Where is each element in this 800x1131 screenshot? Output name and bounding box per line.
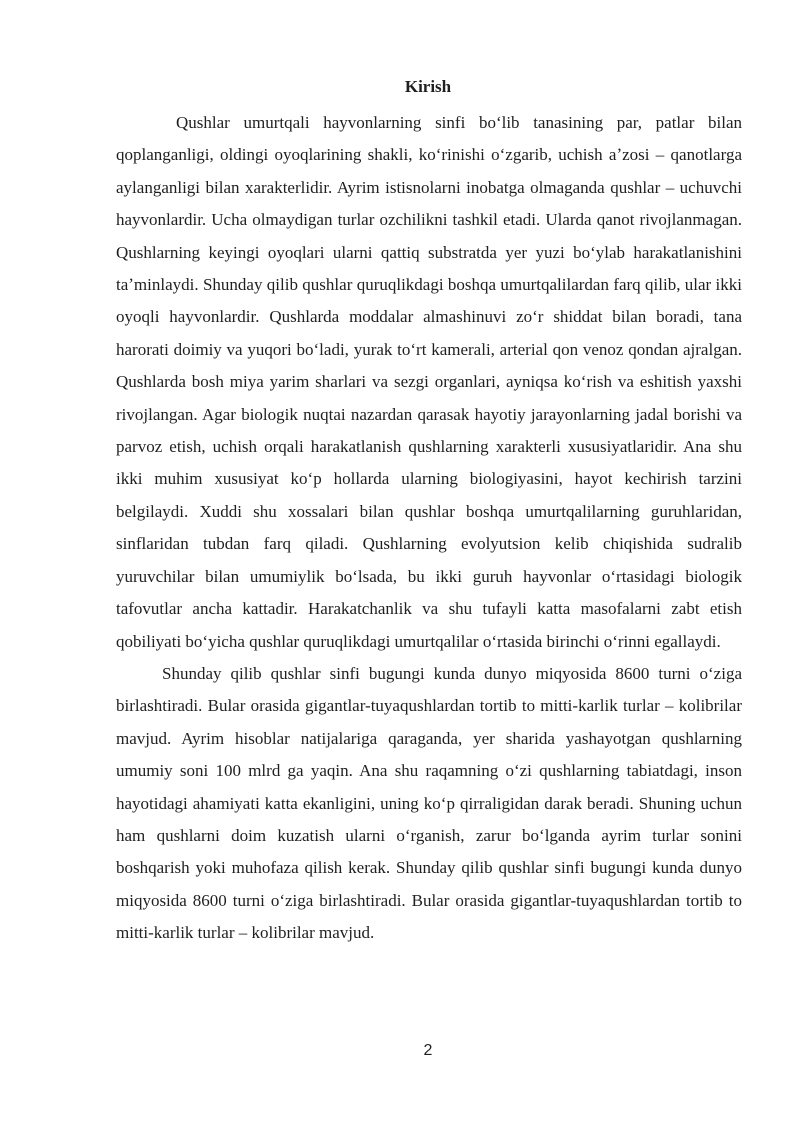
body-text [116,107,742,950]
section-title: Kirish [404,77,452,96]
page-number: 2 [423,1042,433,1059]
paragraph-2: Shunday qilib qushlar sinfi bugungi kunda dunyo miqyosida 8600 turni oʻziga birlashtiradi. Bular orasida gigantlar-tuyaqushlardan tortib to mitti-karlik turlar – kolibrilar mavjud. Ayrim hisoblar natijalariga qaraganda, yer sharida yashayotgan qushlarning umumiy soni 100 mlrd ga yaqin. Ana shu raqamning oʻzi qushlarning tabiatdagi, inson hayotidagi ahamiyati katta ekanligini, uning koʻp qirraligidan darak beradi. Shuning uchun ham qushlarni doim kuzatish ularni oʻrganish, zarur boʻlganda ayrim turlar sonini boshqarish yoki muhofaza qilish kerak. Shunday qilib qushlar sinfi bugungi kunda dunyo miqyosida 8600 turni oʻziga birlashtiradi. Bular orasida gigantlar-tuyaqushlardan tortib to mitti-karlik turlar – kolibrilar mavjud. [116,663,742,943]
paragraph-1: Qushlar umurtqali hayvonlarning sinfi boʻlib tanasining par, patlar bilan qoplanganligi, oldingi oyoqlarining shakli, koʻrinishi oʻzgarib, uchish aʼzosi – qanotlarga aylanganligi bilan xarakterlidir. Ayrim istisnolarni inobatga olmaganda qushlar – uchuvchi hayvonlardir. Ucha olmaydigan turlar ozchilikni tashkil etadi. Ularda qanot rivojlanmagan. Qushlarning keyingi oyoqlari ularni qattiq substratda yer yuzi boʻylab harakatlanishini taʼminlaydi. Shunday qilib qushlar quruqlikdagi boshqa umurtqalilardan farq qilib, ular ikki oyoqli hayvonlardir. Qushlarda moddalar almashinuvi zoʻr shiddat bilan boradi, tana harorati doimiy va yuqori boʻladi, yurak toʻrt kamerali, arterial qon venoz qondan ajralgan. Qushlarda bosh miya yarim sharlari va sezgi organlari, ayniqsa koʻrish va eshitish yaxshi rivojlangan. Agar biologik nuqtai nazardan qarasak hayotiy jarayonlarning jadal borishi va parvoz etish, uchish orqali harakatlanish qushlarning xarakterli xususiyatlaridir. Ana shu ikki muhim xususiyat koʻp hollarda ularning biologiyasini, hayot kechirish tarzini belgilaydi. Xuddi shu xossalari bilan qushlar boshqa umurtqalilarning guruhlaridan, sinflaridan tubdan farq qiladi. Qushlarning evolyutsion kelib chiqishida sudralib yuruvchilar bilan umumiylik boʻlsada, bu ikki guruh hayvonlar oʻrtasidagi biologik tafovutlar ancha kattadir. Harakatchanlik va shu tufayli katta masofalarni zabt etish qobiliyati boʻyicha qushlar quruqlikdagi umurtqalilar oʻrtasida birinchi oʻrinni egallaydi. [116,113,742,651]
